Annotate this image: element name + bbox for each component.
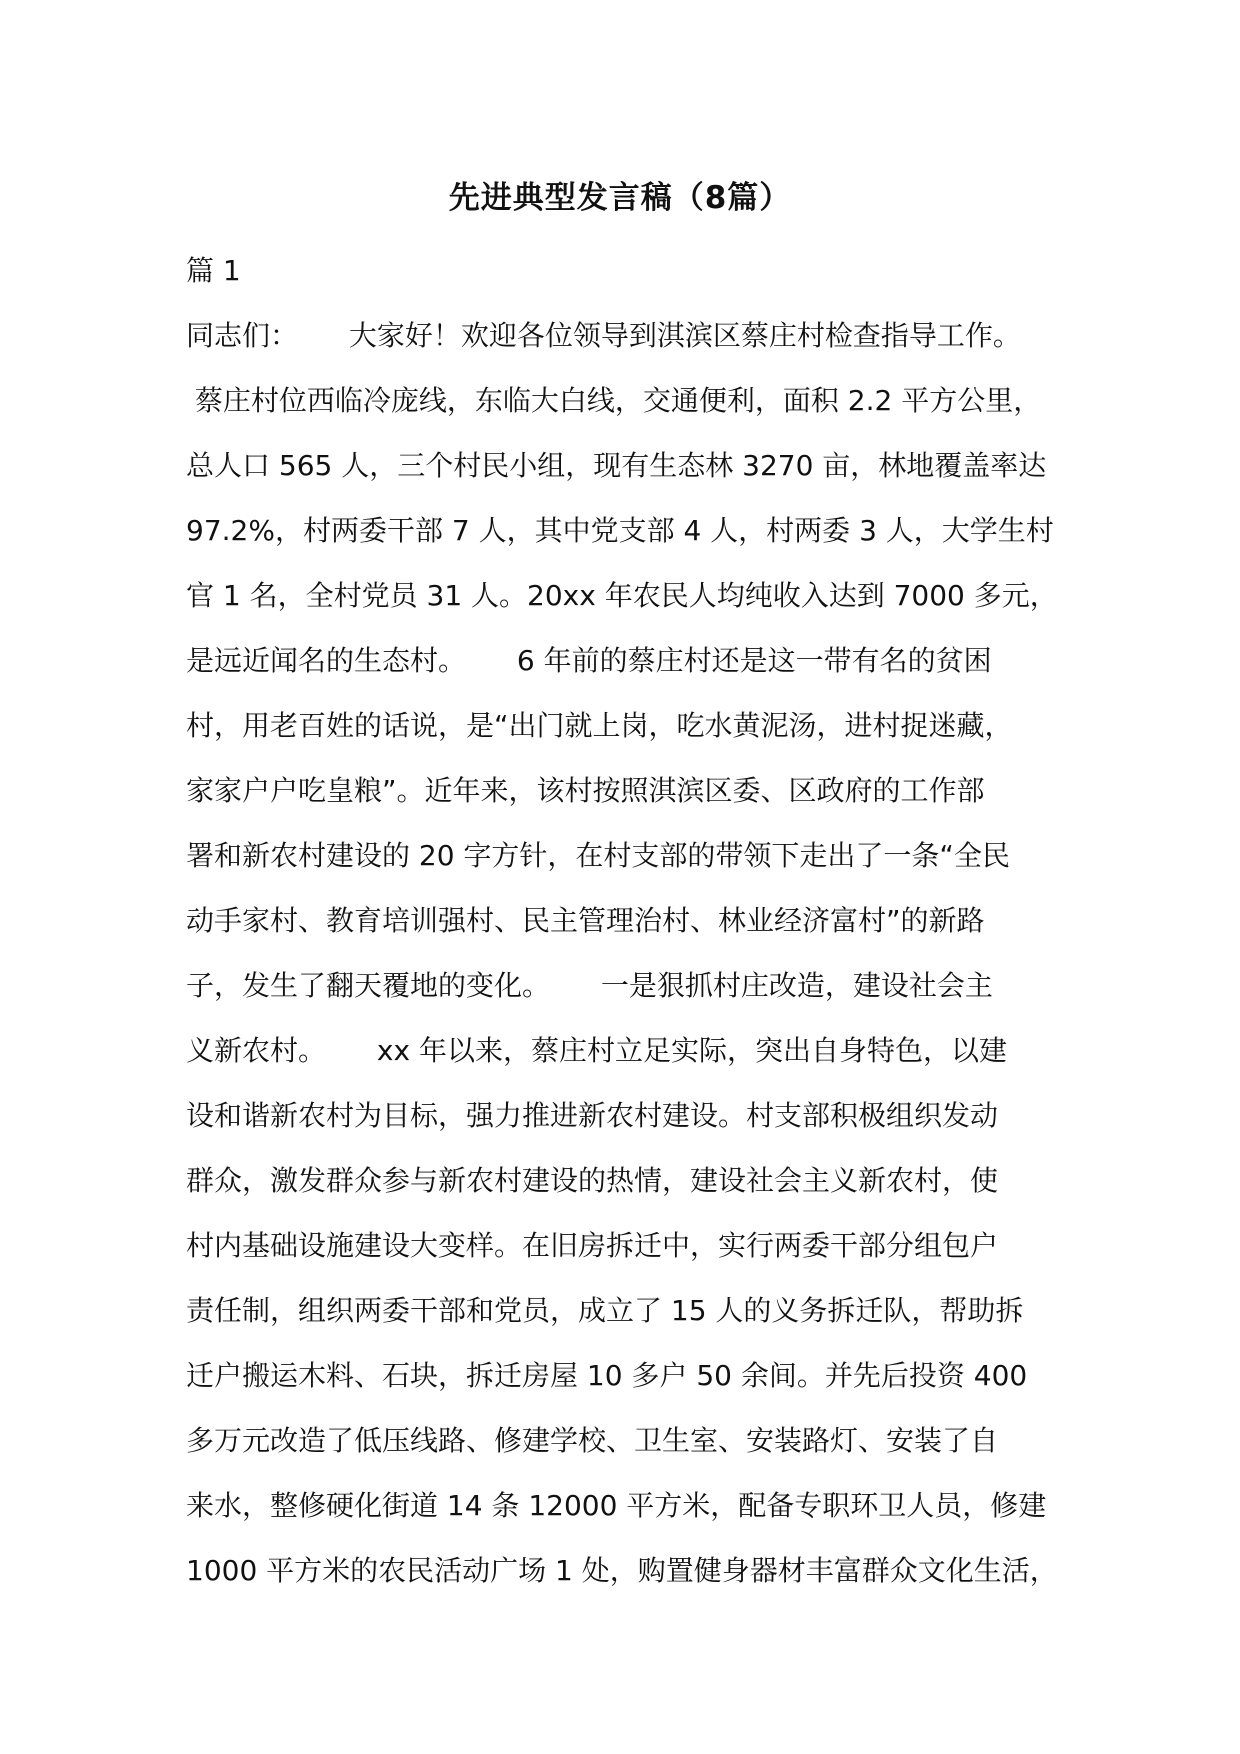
text-line: 责任制，组织两委干部和党员，成立了 15 人的义务拆迁队，帮助拆 — [186, 1294, 1024, 1327]
text-line: 蔡庄村位西临冷庞线，东临大白线，交通便利，面积 2.2 平方公里， — [186, 384, 1042, 417]
text-line: 篇 1 — [186, 254, 241, 287]
text-line: 97.2%，村两委干部 7 人，其中党支部 4 人，村两委 3 人，大学生村 — [186, 514, 1054, 547]
text-line: 家家户户吃皇粮”。近年来，该村按照淇滨区委、区政府的工作部 — [186, 774, 985, 807]
text-line: 多万元改造了低压线路、修建学校、卫生室、安装路灯、安装了自 — [186, 1424, 999, 1457]
document-body — [186, 238, 1076, 1603]
text-line: 总人口 565 人，三个村民小组，现有生态林 3270 亩，林地覆盖率达 — [186, 449, 1047, 482]
text-line: 同志们： 大家好！欢迎各位领导到淇滨区蔡庄村检查指导工作。 — [186, 319, 1021, 352]
text-line: 义新农村。 xx 年以来，蔡庄村立足实际，突出自身特色，以建 — [186, 1034, 1007, 1067]
text-line: 村，用老百姓的话说，是“出门就上岗，吃水黄泥汤，进村捉迷藏， — [186, 709, 1013, 742]
text-line: 群众，激发群众参与新农村建设的热情，建设社会主义新农村，使 — [186, 1164, 999, 1197]
text-line: 设和谐新农村为目标，强力推进新农村建设。村支部积极组织发动 — [186, 1099, 999, 1132]
text-line: 来水，整修硬化街道 14 条 12000 平方米，配备专职环卫人员，修建 — [186, 1489, 1047, 1522]
document-title: 先进典型发言稿（8篇） — [448, 180, 792, 216]
text-line: 子，发生了翻天覆地的变化。 一是狠抓村庄改造，建设社会主 — [186, 969, 993, 1002]
text-line: 官 1 名，全村党员 31 人。20xx 年农民人均纯收入达到 7000 多元， — [186, 579, 1058, 612]
text-line: 署和新农村建设的 20 字方针，在村支部的带领下走出了一条“全民 — [186, 839, 1010, 872]
text-line: 村内基础设施建设大变样。在旧房拆迁中，实行两委干部分组包户 — [186, 1229, 999, 1262]
text-line: 迁户搬运木料、石块，拆迁房屋 10 多户 50 余间。并先后投资 400 — [186, 1359, 1028, 1392]
text-line: 是远近闻名的生态村。 6 年前的蔡庄村还是这一带有名的贫困 — [186, 644, 992, 677]
text-line: 动手家村、教育培训强村、民主管理治村、林业经济富村”的新路 — [186, 904, 985, 937]
text-line: 1000 平方米的农民活动广场 1 处，购置健身器材丰富群众文化生活， — [186, 1554, 1058, 1587]
